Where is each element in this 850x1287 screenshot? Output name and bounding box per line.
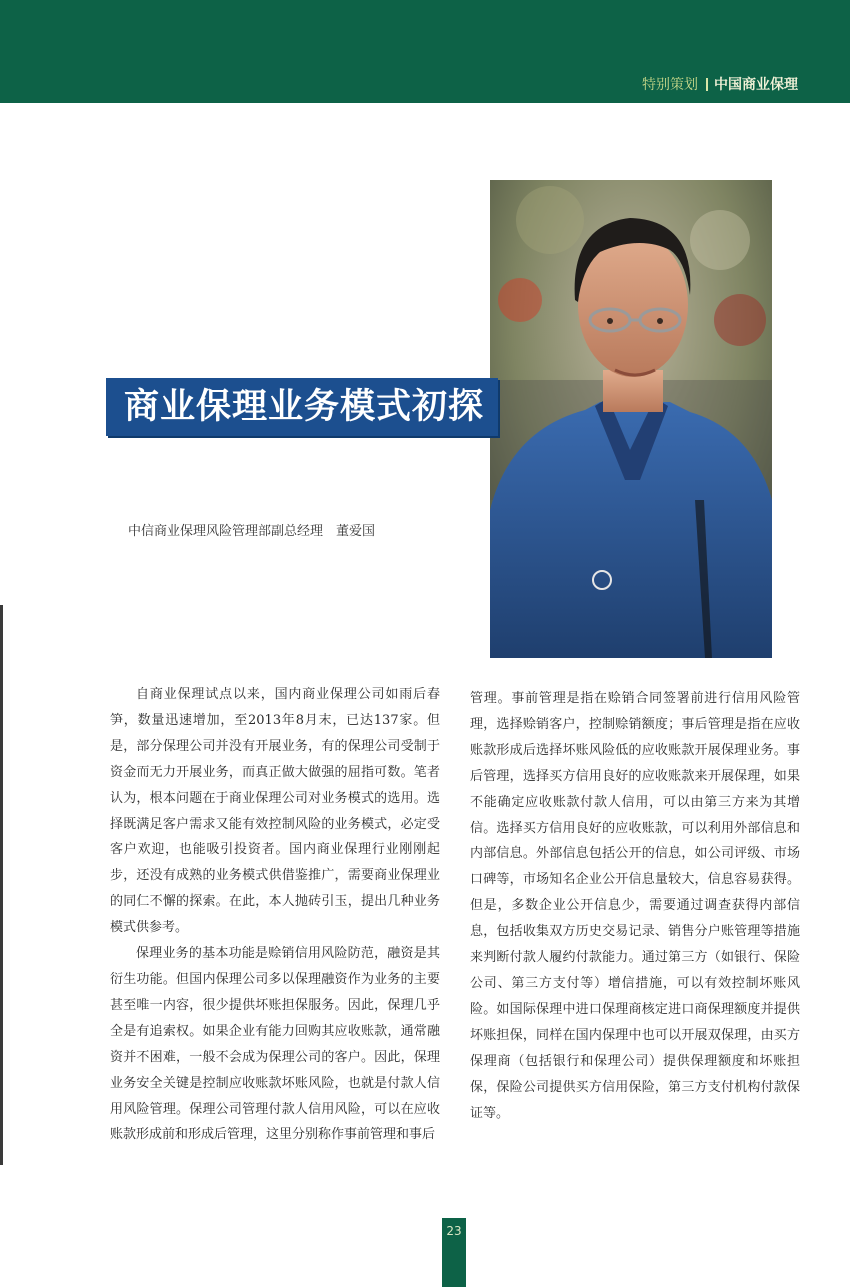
section-divider (706, 78, 708, 91)
page-number-tab (442, 1218, 466, 1287)
article-title-banner (106, 378, 498, 436)
body-paragraph: 保理业务的基本功能是赊销信用风险防范，融资是其衍生功能。但国内保理公司多以保理融资作为业务的主要甚至唯一内容，很少提供坏账担保服务。因此，保理几乎全是有追索权。如果企业有能力回购其应收账款，通常融资并不困难，一般不会成为保理公司的客户。因此，保理业务安全关键是控制应收账款坏账风险，也就是付款人信用风险管理。保理公司管理付款人信用风险，可以在应收账款形成前和形成后管理，这里分别称作事前管理和事后 (110, 946, 440, 1143)
section-topic: 中国商业保理 (714, 77, 798, 93)
body-paragraph: 管理。事前管理是指在赊销合同签署前进行信用风险管理，选择赊销客户，控制赊销额度；事后管理是指在应收账款形成后选择坏账风险低的应收账款开展保理业务。事后管理，选择买方信用良好的应收账款来开展保理，如果不能确定应收账款付款人信用，可以由第三方来为其增信。选择买方信用良好的应收账款，可以利用外部信息和内部信息。外部信息包括公开的信息，如公司评级、市场口碑等，市场知名企业公开信息量较大，信息容易获得。但是，多数企业公开信息少，需要通过调查获得内部信息，包括收集双方历史交易记录、销售分户账管理等措施来判断付款人履约付款能力。通过第三方（如银行、保险公司、第三方支付等）增信措施，可以有效控制坏账风险。如国际保理中进口保理商核定进口商保理额度并提供坏账担保，同样在国内保理中也可以开展双保理，由买方保理商（包括银行和保理公司）提供保理额度和坏账担保，保险公司提供买方信用保险，第三方支付机构付款保证等。 (470, 691, 800, 1121)
author-photo (490, 180, 772, 658)
author-portrait-illustration (490, 180, 772, 658)
body-column-left (110, 682, 440, 1148)
section-label: 特别策划 (642, 77, 698, 93)
section-tag (642, 76, 798, 94)
page-number: 23 (446, 1224, 462, 1238)
author-byline: 中信商业保理风险管理部副总经理 董爱国 (128, 524, 376, 539)
page-edge-bar (0, 605, 3, 1165)
body-paragraph: 自商业保理试点以来，国内商业保理公司如雨后春笋，数量迅速增加，至2013年8月末，已达137家。但是，部分保理公司并没有开展业务，有的保理公司受制于资金而无力开展业务，而真正做大做强的屈指可数。笔者认为，根本问题在于商业保理公司对业务模式的选用。选择既满足客户需求又能有效控制风险的业务模式，必定受客户欢迎，也能吸引投资者。国内商业保理行业刚刚起步，还没有成熟的业务模式供借鉴推广，需要商业保理业的同仁不懈的探索。在此，本人抛砖引玉，提出几种业务模式供参考。 (110, 687, 440, 936)
article-title: 商业保理业务模式初探 (124, 386, 485, 427)
body-column-right (470, 686, 800, 1126)
